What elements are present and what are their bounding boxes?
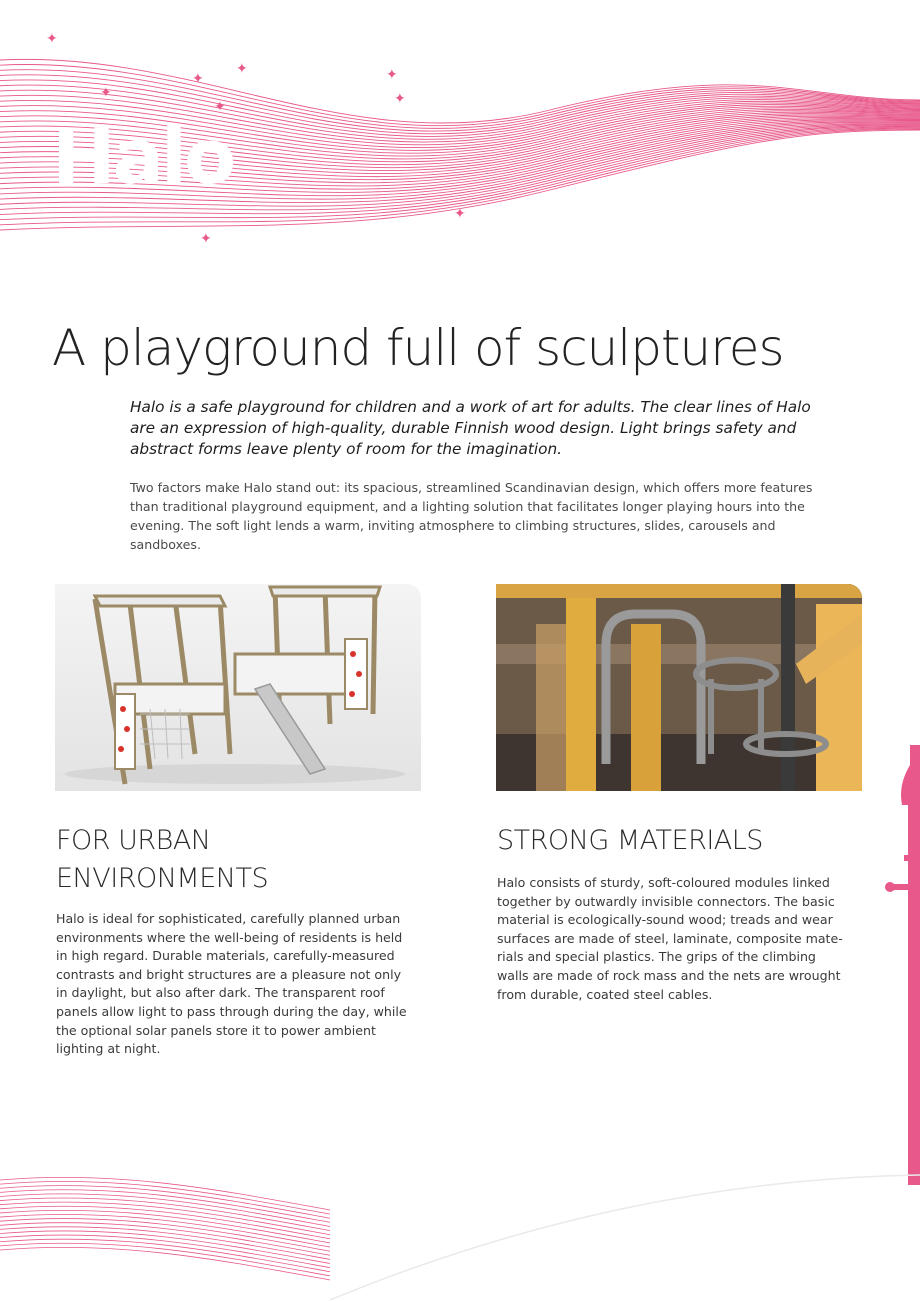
sparkle-icon: ✦	[46, 31, 58, 47]
section-heading-materials: STRONG MATERIALS	[497, 825, 763, 856]
sparkle-icon: ✦	[454, 206, 466, 222]
sparkle-icon: ✦	[100, 85, 112, 101]
section-heading-urban	[56, 822, 416, 898]
sparkle-icon: ✦	[394, 91, 406, 107]
intro-paragraph: Halo is a safe playground for children and a work of art for adults. The clear lines of Halo are an expression of high-quality, durable Finnish wood design. Light brings safety and abstract forms leave plenty of room for the imagination.	[130, 398, 811, 458]
playground-structure-photo	[55, 584, 421, 791]
brand-title: Halo	[52, 112, 234, 201]
materials-detail-photo	[496, 584, 862, 791]
section-text-urban: Halo is ideal for sophisticated, carefully planned urban environments where the well-being of residents is held in high regard. Durable materials, carefully-measured contrasts and bright structures are a pleasure not only in daylight, but also after dark. The transparent roof panels allow light to pass through during the day, while the optional solar panels store it to power ambient lighting at night.	[56, 911, 407, 1057]
section-text-materials: Halo consists of sturdy, soft-coloured modules linked together by outwardly invisible connectors. The basic material is ecologically-sound wood; treads and wear surfaces are made of steel, laminate, composite mate-rials and special plastics. The grips of the climbing walls are made of rock mass and the nets are wrought from durable, coated steel cables.	[497, 875, 843, 1002]
body-paragraph: Two factors make Halo stand out: its spacious, streamlined Scandinavian design, which offers more features than traditional playground equipment, and a lighting solution that facilitates longer playing hours into the evening. The soft light lends a warm, inviting atmosphere to climbing structures, slides, carousels and sandboxes.	[130, 480, 813, 552]
sparkle-icon: ✦	[214, 99, 226, 115]
lamp-post-silhouette	[880, 745, 920, 1185]
section-heading-line: FOR URBAN	[56, 825, 211, 856]
page-title: A playground full of sculptures	[52, 319, 784, 377]
section-heading-line: ENVIRONMENTS	[56, 863, 269, 894]
sparkle-icon: ✦	[236, 61, 248, 77]
sparkle-icon: ✦	[192, 71, 204, 87]
sparkle-icon: ✦	[200, 231, 212, 247]
sparkle-icon: ✦	[386, 67, 398, 83]
bottom-wave-decoration	[0, 1160, 920, 1301]
